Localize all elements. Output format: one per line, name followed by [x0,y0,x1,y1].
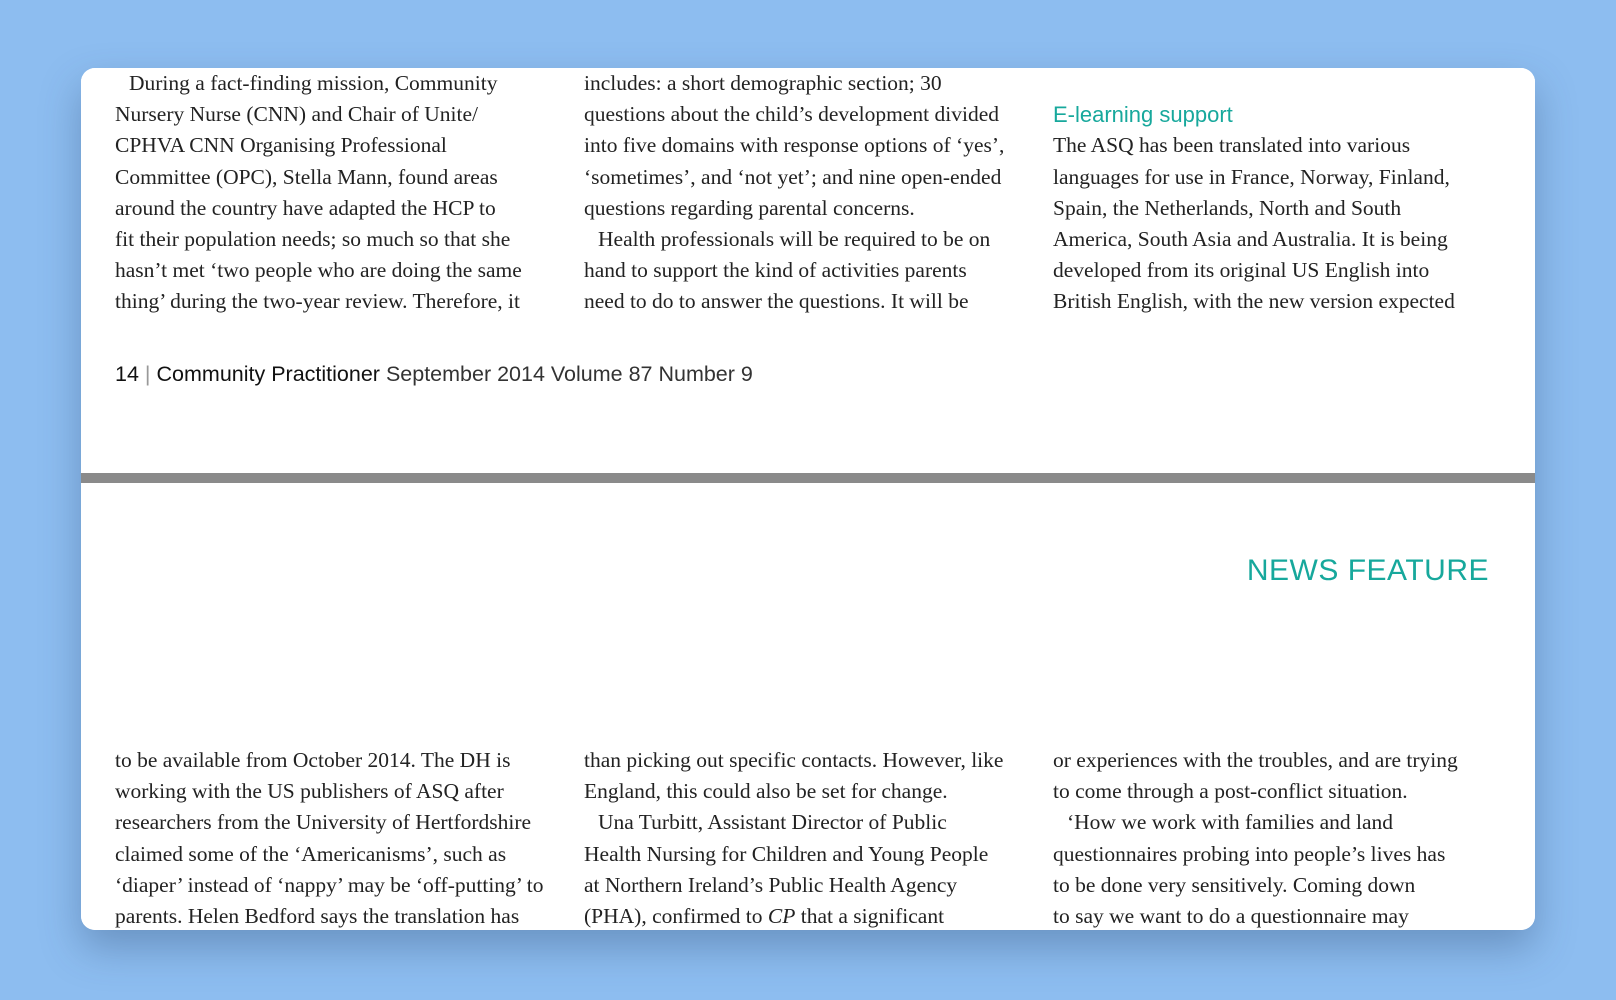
page-divider [81,473,1535,483]
text-line: working with the US publishers of ASQ after [115,779,504,804]
text-line: developed from its original US English into [1053,258,1430,283]
column-3 [1053,745,1458,930]
text-line: hasn’t met ‘two people who are doing the same [115,258,522,283]
text-run: (PHA), confirmed to [584,904,768,929]
text-line: claimed some of the ‘Americanisms’, such as [115,841,507,866]
text-line: The ASQ has been translated into various [1053,133,1411,158]
text-line: or experiences with the troubles, and are trying [1053,748,1458,772]
text-line: ‘How we work with families and land [1067,810,1394,835]
italic-text: CP [767,904,796,929]
footer-separator: | [144,362,151,386]
text-line: CPHVA CNN Organising Professional [115,133,447,158]
text-line: need to do to answer the questions. It will be [584,289,969,314]
text-line: languages for use in France, Norway, Finland, [1053,164,1450,189]
section-label: NEWS FEATURE [1246,554,1489,587]
journal-name: Community Practitioner [156,362,380,386]
text-line: into five domains with response options of ‘yes’, [584,133,1005,158]
text-line [584,901,1003,930]
text-run: that a significant [795,904,945,929]
text-line: questions about the child’s development divided [584,102,999,127]
text-line: to come through a post-conflict situation. [1053,779,1408,804]
column-2 [584,68,1004,318]
text-line: British English, with the new version expected [1053,289,1455,314]
document-viewer[interactable] [81,68,1535,930]
text-line: to be available from October 2014. The DH is [115,748,511,772]
text-line: ‘sometimes’, and ‘not yet’; and nine open-ended [584,164,1002,189]
text-line: ‘diaper’ instead of ‘nappy’ may be ‘off-putting’ to [115,872,544,897]
page-footer [115,360,753,388]
text-line: During a fact-finding mission, Community [129,71,498,95]
column-2 [584,745,1003,930]
text-line: Health professionals will be required to be on [598,227,991,252]
text-line: around the country have adapted the HCP to [115,195,496,220]
text-line: questionnaires probing into people’s lives has [1053,841,1446,866]
text-line: than picking out specific contacts. However, like [584,748,1004,772]
text-line: thing’ during the two-year review. Therefore, it [115,289,520,314]
text-line: Spain, the Netherlands, North and South [1053,195,1402,220]
issue-info: September 2014 Volume 87 Number 9 [385,362,753,386]
text-line: England, this could also be set for change. [584,779,948,804]
page-number: 14 [115,362,139,386]
column-1 [115,68,522,318]
text-line: Una Turbitt, Assistant Director of Public [598,810,947,835]
column-3 [1053,99,1455,317]
text-line: includes: a short demographic section; 30 [584,71,942,95]
column-1 [115,745,543,930]
page-top [81,68,1535,473]
text-line: to say we want to do a questionnaire may [1053,904,1409,929]
text-line: at Northern Ireland’s Public Health Agency [584,872,958,897]
text-line: parents. Helen Bedford says the translation has [115,904,520,929]
text-line: hand to support the kind of activities parents [584,258,967,283]
text-line: fit their population needs; so much so that she [115,227,511,252]
text-line: questions regarding parental concerns. [584,195,915,220]
page-bottom [81,483,1535,930]
section-subheading: E-learning support [1053,102,1233,128]
text-line: to be done very sensitively. Coming down [1053,872,1416,897]
text-line: America, South Asia and Australia. It is being [1053,227,1448,251]
text-line: Nursery Nurse (CNN) and Chair of Unite/ [115,102,479,127]
text-line: Health Nursing for Children and Young People [584,841,989,866]
text-line: researchers from the University of Hertfordshire [115,810,532,835]
text-line: Committee (OPC), Stella Mann, found areas [115,164,498,189]
